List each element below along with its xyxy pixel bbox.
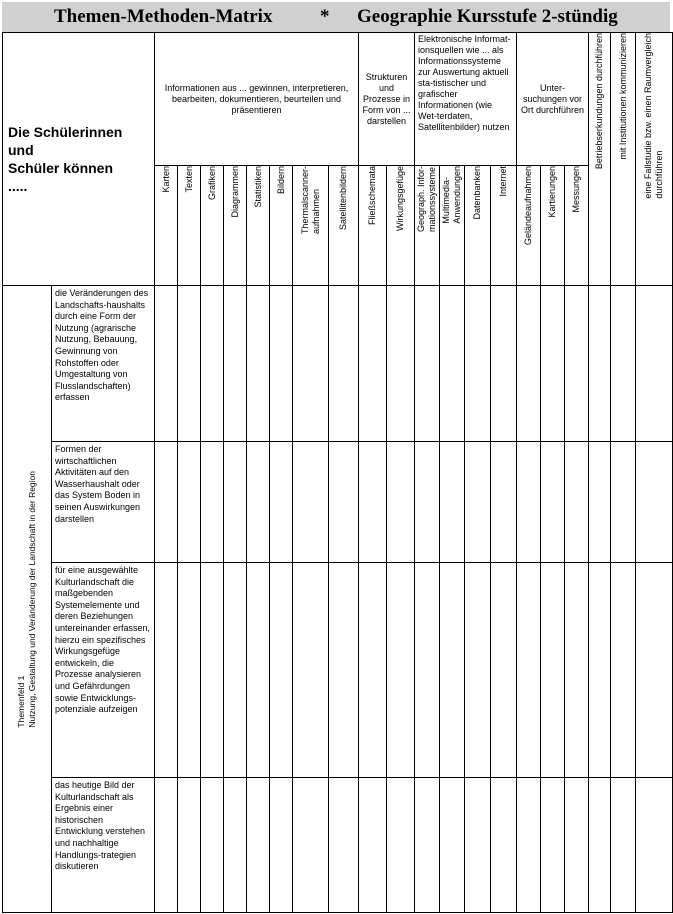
row-text-4: das heutige Bild der Kulturlandschaft als Ergebnis einer historischen Entwicklung verstehen und nachhaltige Handlungs-trategien diskutieren (52, 778, 155, 913)
table-row (3, 442, 673, 563)
sub-internet (491, 166, 517, 286)
col-institutionen (611, 33, 636, 286)
sub-messungen (565, 166, 589, 286)
group-strukturen: Strukturen und Prozesse in Form von ... darstellen (359, 33, 415, 166)
sub-geo-label (416, 166, 438, 232)
sub-geo-line1: Geograph. Infor- (416, 166, 426, 233)
sub-multimedia (440, 166, 465, 286)
sub-diagrammen-label: Diagrammen (229, 166, 240, 218)
sub-thermalscanner-label (300, 166, 322, 234)
matrix-table (2, 32, 673, 913)
sub-geoinformationssysteme (415, 166, 440, 286)
lead-line-3: Schüler können (8, 160, 114, 176)
sub-datenbanken (465, 166, 491, 286)
sub-kartierungen-label: Kartierungen (547, 166, 557, 218)
header-lead (3, 33, 155, 286)
table-row (3, 286, 673, 442)
lead-line-1: Die Schülerinnen (8, 124, 123, 140)
theme-line1: Themenfeld 1 (16, 675, 26, 728)
theme-cell (3, 286, 52, 913)
row-text-1: die Veränderungen des Landschafts-haushalts durch eine Form der Nutzung (agrarische Nutzung, Bebauung, Gewinnung von Rohstoffen oder Umgestaltung von Flusslandschaften) erfassen (52, 286, 155, 442)
sub-statistiken (247, 166, 270, 286)
col-fallstudie-line2: durchführen (654, 150, 664, 199)
theme-label (16, 471, 38, 728)
sub-multi-line2: Anwendungen (452, 166, 462, 224)
sub-messungen-label: Messungen (571, 166, 581, 213)
sub-gelaende-label: Geländeaufnahmen (523, 166, 533, 246)
group-untersuchungen: Unter-suchungen vor Ort durchführen (517, 33, 589, 166)
sub-datenbanken-label: Datenbanken (472, 166, 482, 220)
group-informationen: Informationen aus ... gewinnen, interpretieren, bearbeiten, dokumentieren, beurteilen und präsentieren (155, 33, 359, 166)
sub-fliessschemata-label: Fließschemata (367, 166, 377, 226)
col-betriebserkundungen-label: Betriebserkundungen durchführen (594, 33, 604, 170)
table-row (3, 778, 673, 913)
group-elektronisch: Elektronische Informat-ionsquellen wie ... als Informationssysteme zur Auswertung aktuell sta-tistischer und grafischer Informationen (wie Wet-terdaten, Satellitenbilder) nutzen (415, 33, 517, 166)
sub-thermalscanner (293, 166, 329, 286)
sub-thermal-line2: aufnahmen (310, 188, 321, 235)
title-bar (2, 2, 670, 32)
title-subject: Geographie Kursstufe 2-stündig (357, 6, 618, 27)
sub-karten-label: Karten (160, 166, 171, 193)
sub-multi-line1: Multimedia- (441, 177, 451, 224)
sub-geo-line2: mationssysteme (427, 167, 437, 233)
col-fallstudie (636, 33, 673, 286)
sub-texten-label: Texten (183, 166, 194, 193)
sub-bildern (270, 166, 293, 286)
sub-multimedia-label (441, 166, 463, 224)
col-institutionen-label: mit Institutionen kommunizieren (617, 33, 628, 160)
sub-kartierungen (541, 166, 565, 286)
row-text-2: Formen der wirtschaftlichen Aktivitäten auf den Wasserhaushalt oder das System Boden in seinen Auswirkungen darstellen (52, 442, 155, 563)
row-text-3: für eine ausgewählte Kulturlandschaft die maßgebenden Systemelemente und deren Beziehungen untereinander erfassen, hierzu ein spezifisches Wirkungsgefüge entwickeln, die Prozesse analysieren und Gefährdungen sowie Entwicklungs-potenziale aufzeigen (52, 563, 155, 778)
sub-grafiken-label: Grafiken (206, 166, 217, 201)
col-betriebserkundungen (589, 33, 611, 286)
sub-wirkungsgefuege-label: Wirkungsgefüge (395, 166, 405, 232)
theme-line2: Nutzung, Gestaltung und Veränderung der Landschaft in der Region (27, 470, 37, 728)
lead-line-4: ..... (8, 178, 28, 194)
sub-bildern-label: Bildern (275, 166, 286, 195)
col-fallstudie-label (643, 33, 665, 199)
sub-gelaendeaufnahmen (517, 166, 541, 286)
sub-grafiken (201, 166, 224, 286)
sub-satellitenbildern-label: Satellitenbildern (338, 166, 348, 231)
sub-fliessschemata (359, 166, 387, 286)
lead-line-2: und (8, 142, 34, 158)
sub-wirkungsgefuege (387, 166, 415, 286)
sub-texten (178, 166, 201, 286)
title-separator: * (320, 6, 330, 27)
table-row (3, 563, 673, 778)
sub-thermal-line1: Thermalscanner- (299, 166, 310, 235)
sub-statistiken-label: Statistiken (252, 166, 263, 208)
sub-diagrammen (224, 166, 247, 286)
sub-karten (155, 166, 178, 286)
sub-internet-label: Internet (498, 166, 508, 197)
col-fallstudie-line1: eine Fallstudie bzw. einen Raumvergleich (643, 33, 653, 199)
sub-satellitenbildern (329, 166, 359, 286)
title-main: Themen-Methoden-Matrix (54, 6, 273, 27)
